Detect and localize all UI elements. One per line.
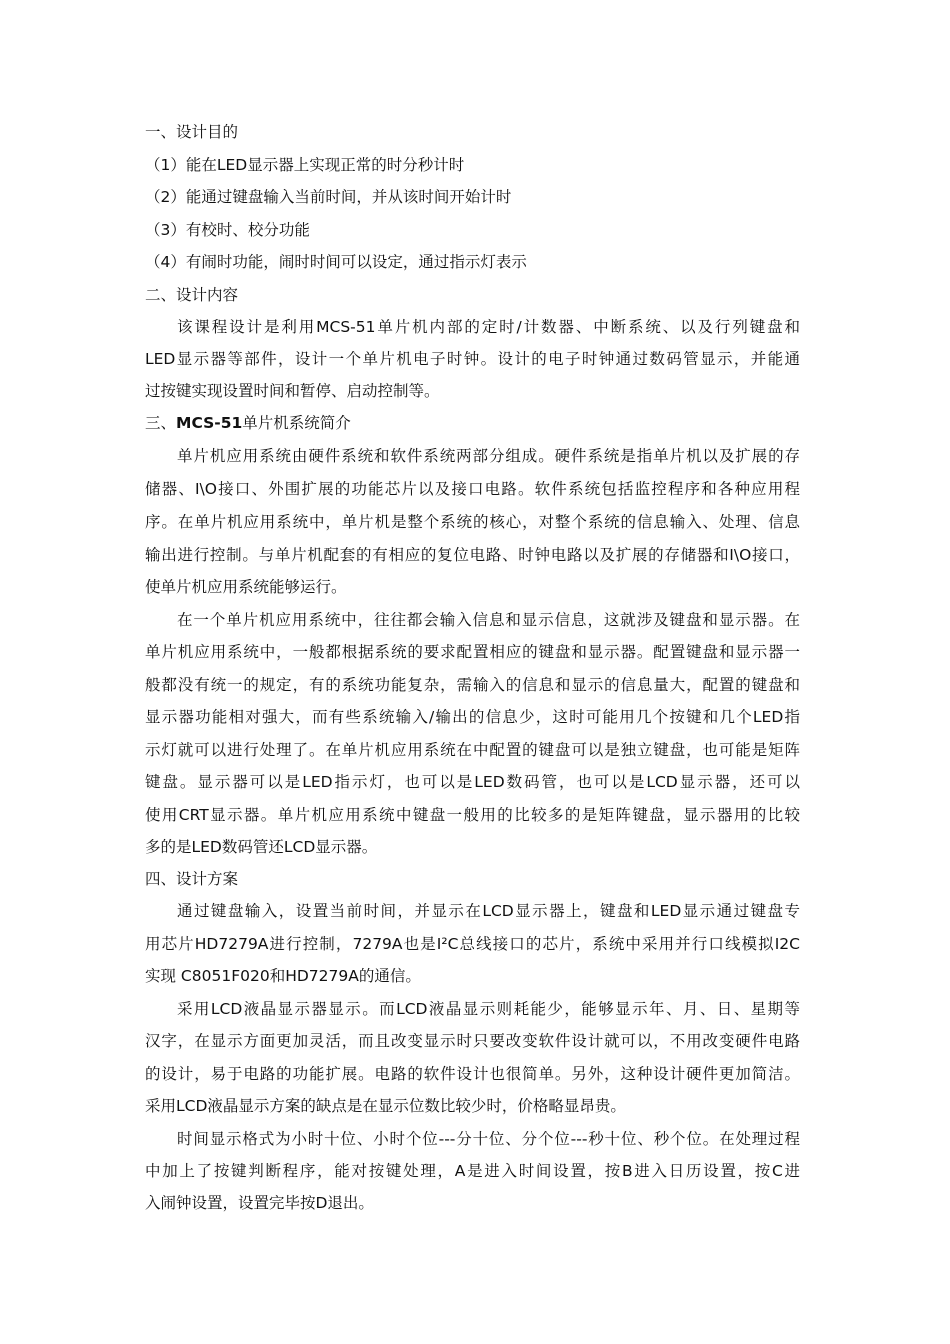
paragraph-line: 输出进行控制。与单片机配套的有相应的复位电路、时钟电路以及扩展的存储器和I\O接口， [145, 546, 800, 564]
purpose-item-1: （1）能在LED显示器上实现正常的时分秒计时 [145, 156, 465, 174]
paragraph-line: 使用CRT显示器。单片机应用系统中键盘一般用的比较多的是矩阵键盘，显示器用的比较 [145, 806, 800, 824]
paragraph-line: 实现 C8051F020和HD7279A的通信。 [145, 967, 421, 985]
paragraph-line: 般都没有统一的规定，有的系统功能复杂，需输入的信息和显示的信息量大，配置的键盘和 [145, 676, 800, 694]
paragraph-line: 示灯就可以进行处理了。在单片机应用系统在中配置的键盘可以是独立键盘，也可能是矩阵 [145, 741, 800, 759]
paragraph-line: 的设计，易于电路的功能扩展。电路的软件设计也很简单。另外，这种设计硬件更加简洁。 [145, 1065, 800, 1083]
section-heading-design-content: 二、设计内容 [145, 286, 239, 304]
paragraph-line: 键盘。显示器可以是LED指示灯，也可以是LED数码管，也可以是LCD显示器，还可以 [145, 773, 800, 791]
paragraph-line: 汉字，在显示方面更加灵活，而且改变显示时只要改变软件设计就可以，不用改变硬件电路 [145, 1032, 800, 1050]
heading-bold-mcs51: MCS-51 [176, 414, 243, 432]
heading-suffix: 单片机系统简介 [242, 414, 351, 432]
paragraph-line: 单片机应用系统中，一般都根据系统的要求配置相应的键盘和显示器。配置键盘和显示器一 [145, 643, 800, 661]
paragraph-line: 储器、I\O接口、外围扩展的功能芯片以及接口电路。软件系统包括监控程序和各种应用程 [145, 480, 800, 498]
paragraph-line: 采用LCD液晶显示器显示。而LCD液晶显示则耗能少，能够显示年、月、日、星期等 [177, 1000, 800, 1018]
paragraph-line: LED显示器等部件，设计一个单片机电子时钟。设计的电子时钟通过数码管显示，并能通 [145, 350, 800, 368]
section-heading-design-purpose: 一、设计目的 [145, 123, 239, 141]
paragraph-line: 使单片机应用系统能够运行。 [145, 578, 347, 596]
paragraph-line: 显示器功能相对强大，而有些系统输入/输出的信息少，这时可能用几个按键和几个LED指 [145, 708, 800, 726]
paragraph-line: 入闹钟设置，设置完毕按D退出。 [145, 1194, 374, 1212]
heading-prefix: 三、 [145, 414, 177, 432]
purpose-item-4: （4）有闹时功能，闹时时间可以设定，通过指示灯表示 [145, 253, 527, 271]
paragraph-line: 该课程设计是利用MCS-51单片机内部的定时/计数器、中断系统、以及行列键盘和 [177, 318, 800, 336]
paragraph-line: 用芯片HD7279A进行控制，7279A也是I²C总线接口的芯片，系统中采用并行口线模拟I2C [145, 935, 800, 953]
paragraph-line: 单片机应用系统由硬件系统和软件系统两部分组成。硬件系统是指单片机以及扩展的存 [177, 447, 800, 465]
paragraph-line: 序。在单片机应用系统中，单片机是整个系统的核心，对整个系统的信息输入、处理、信息 [145, 513, 800, 531]
paragraph-line: 中加上了按键判断程序，能对按键处理，A是进入时间设置，按B进入日历设置，按C进 [145, 1162, 800, 1180]
paragraph-line: 通过键盘输入，设置当前时间，并显示在LCD显示器上，键盘和LED显示通过键盘专 [177, 902, 800, 920]
paragraph-line: 时间显示格式为小时十位、小时个位---分十位、分个位---秒十位、秒个位。在处理过程 [177, 1130, 800, 1148]
paragraph-line: 在一个单片机应用系统中，往往都会输入信息和显示信息，这就涉及键盘和显示器。在 [177, 611, 800, 629]
section-heading-design-scheme: 四、设计方案 [145, 870, 239, 888]
paragraph-line: 采用LCD液晶显示方案的缺点是在显示位数比较少时，价格略显昂贵。 [145, 1097, 626, 1115]
purpose-item-2: （2）能通过键盘输入当前时间，并从该时间开始计时 [145, 188, 512, 206]
paragraph-line: 多的是LED数码管还LCD显示器。 [145, 838, 378, 856]
paragraph-line: 过按键实现设置时间和暂停、启动控制等。 [145, 382, 440, 400]
section-heading-mcs51-intro [145, 413, 825, 433]
purpose-item-3: （3）有校时、校分功能 [145, 221, 310, 239]
